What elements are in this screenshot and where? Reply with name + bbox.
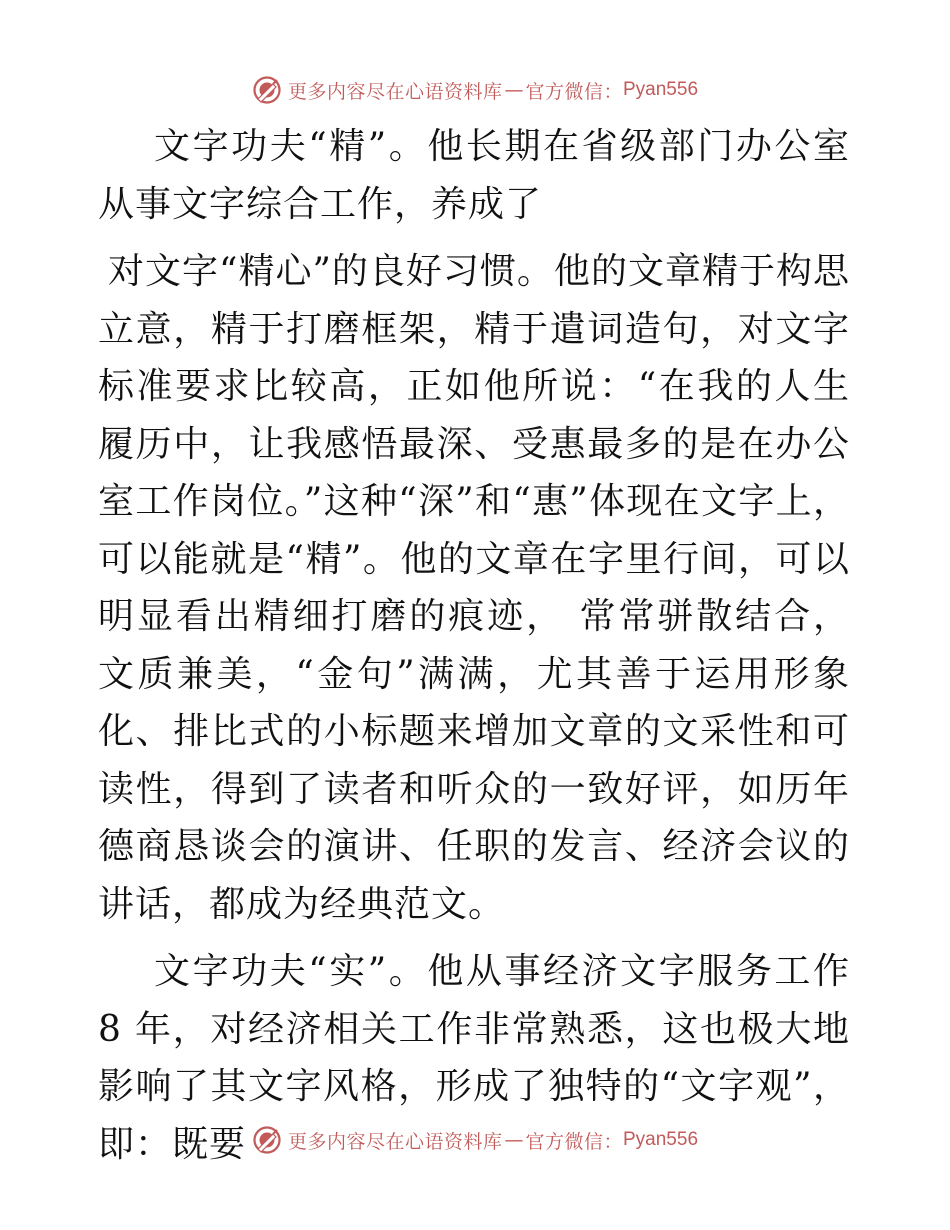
watermark-separator: —: [504, 1129, 524, 1151]
watermark-text: 更多内容尽在心语资料库: [287, 80, 503, 103]
document-body: [98, 118, 850, 1173]
watermark-label: 官方微信：: [525, 1130, 623, 1153]
footer-watermark: [0, 1120, 950, 1160]
watermark-text: 更多内容尽在心语资料库: [287, 1130, 503, 1153]
watermark-label: 官方微信：: [525, 80, 623, 103]
paragraph-1: 文字功夫“精”。他长期在省级部门办公室从事文字综合工作，养成了: [98, 126, 850, 225]
paragraph-2: 对文字“精心”的良好习惯。他的文章精于构思立意，精于打磨框架，精于遣词造句，对文字标准要求比较高，正如他所说：“在我的人生履历中，让我感悟最深、受惠最多的是在办公室工作岗位。”这种“深”和“惠”体现在文字上，可以能就是“精”。他的文章在字里行间，可以明显看出精细打磨的痕迹， 常常骈散结合，文质兼美，“金句”满满，尤其善于运用形象化、排比式的小标题来增加文章的文采性和可读性，得到了读者和听众的一致好评，如历年德商恳谈会的演讲、任职的发言、经济会议的讲话，都成为经典范文。: [98, 251, 850, 925]
paragraph-3: 文字功夫“实”。他从事经济文字服务工作 8 年，对经济相关工作非常熟悉，这也极大地影响了其文字风格，形成了独特的“文字观”，即：既要: [98, 951, 850, 1165]
watermark-wechat-id: Pyan556: [623, 1129, 699, 1150]
header-watermark: [0, 70, 950, 110]
watermark-separator: —: [504, 79, 524, 101]
pen-seal-icon: [252, 75, 282, 105]
watermark-wechat-id: Pyan556: [623, 79, 699, 100]
pen-seal-icon: [252, 1125, 282, 1155]
